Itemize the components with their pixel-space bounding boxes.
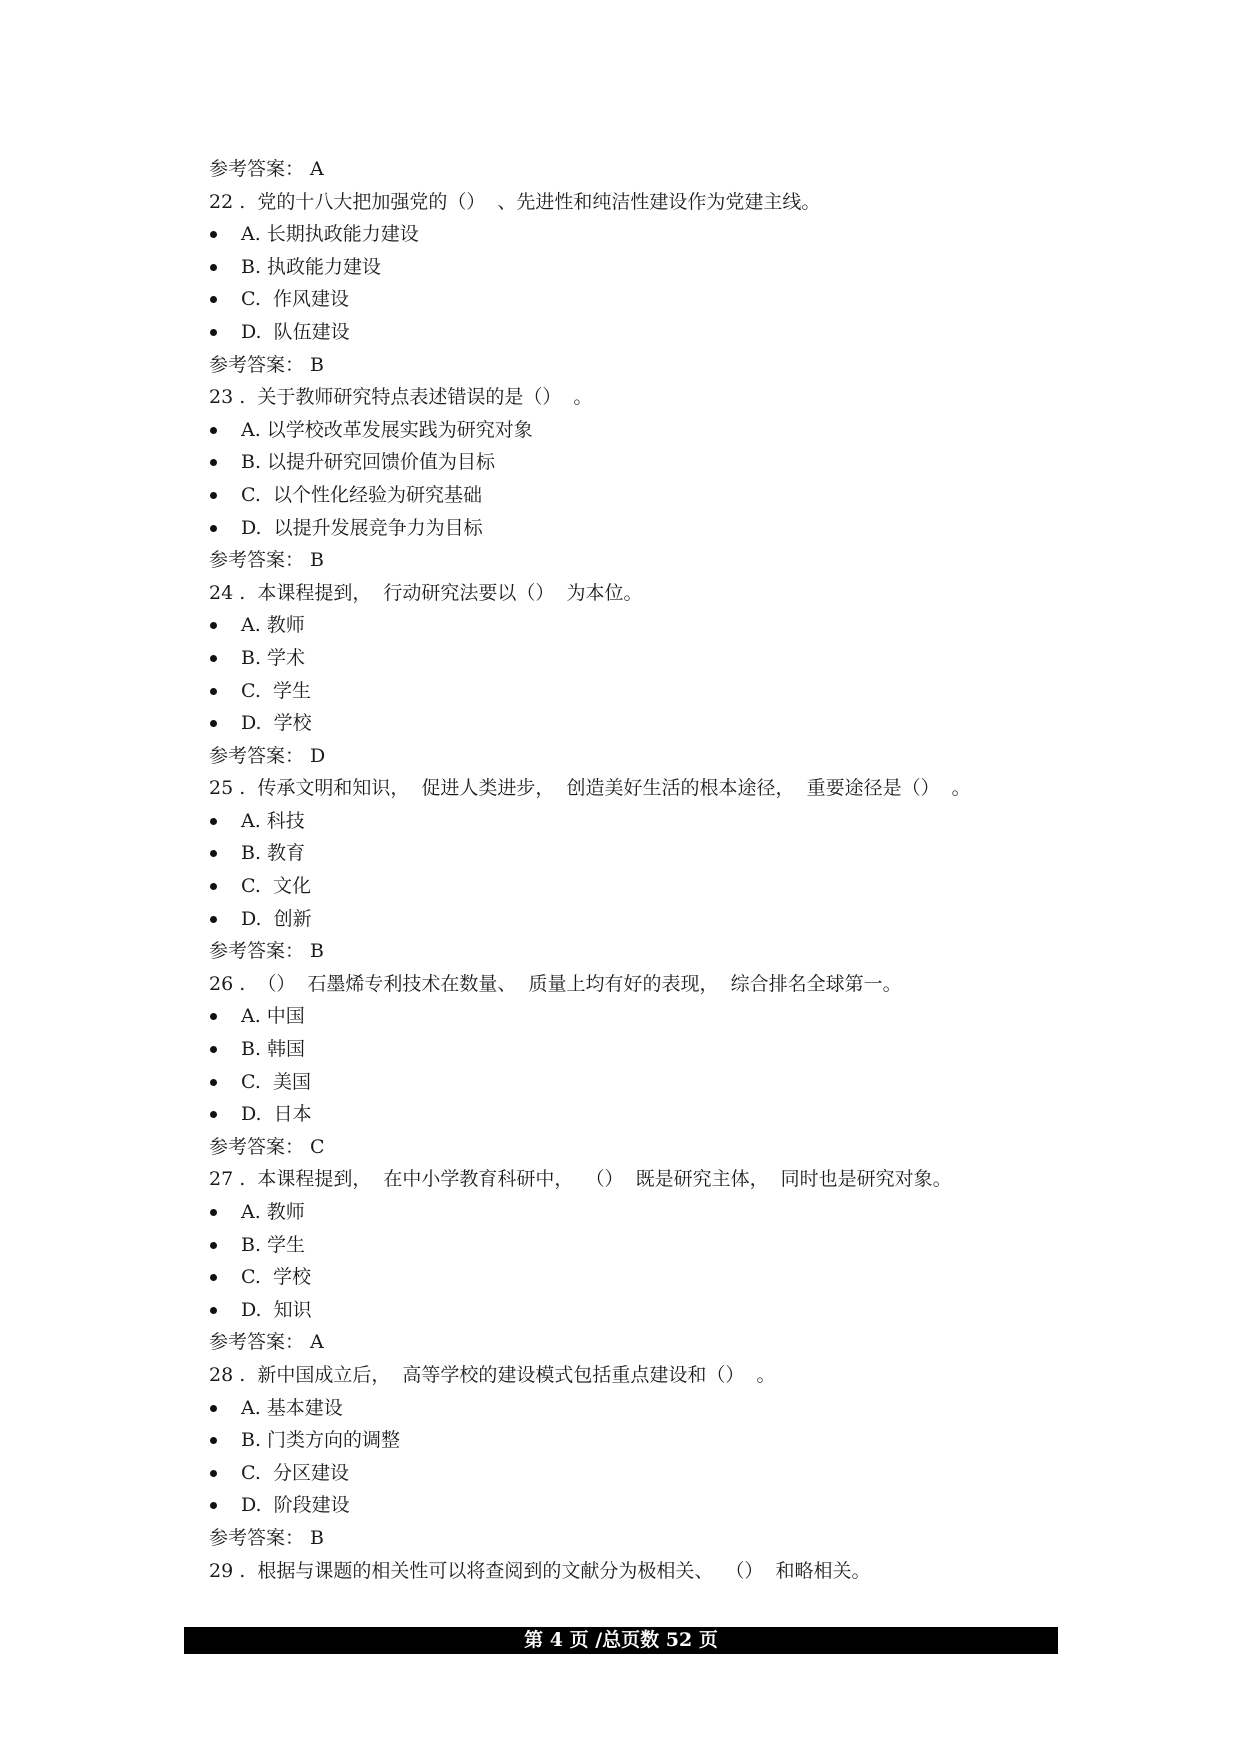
bullet-icon	[210, 1111, 217, 1118]
option-text: D. 队伍建设	[241, 320, 350, 343]
answer-line	[209, 1522, 1069, 1555]
bullet-icon	[210, 525, 217, 532]
answer-line	[209, 544, 1069, 577]
option-text: C. 学校	[241, 1266, 311, 1289]
option-item	[209, 414, 1069, 447]
answer-text: 参考答案： A	[209, 158, 324, 180]
bullet-icon	[210, 655, 217, 662]
answer-line	[209, 153, 1069, 186]
question-line	[209, 968, 1069, 1001]
answer-text: 参考答案： A	[209, 1331, 324, 1354]
question-line	[209, 186, 1069, 219]
bullet-icon	[210, 622, 217, 629]
option-text: C. 作风建设	[241, 288, 349, 311]
answer-line	[209, 349, 1069, 382]
option-text: D. 创新	[241, 907, 312, 930]
option-text: A. 教师	[241, 614, 305, 637]
bullet-icon	[210, 1242, 217, 1249]
option-text: C. 文化	[241, 875, 311, 898]
option-text: D. 日本	[241, 1103, 312, 1126]
option-text: B. 门类方向的调整	[241, 1429, 401, 1452]
option-item	[209, 903, 1069, 936]
option-text: D. 阶段建设	[241, 1494, 350, 1517]
question-text: 25 . 传承文明和知识， 促进人类进步， 创造美好生活的根本途径， 重要途径是（） 。	[209, 777, 971, 800]
option-text: D. 学校	[241, 712, 312, 735]
bullet-icon	[210, 1307, 217, 1314]
bullet-icon	[210, 1079, 217, 1086]
option-text: A. 长期执政能力建设	[241, 223, 419, 246]
option-text: A. 科技	[241, 809, 305, 832]
option-item	[209, 805, 1069, 838]
question-text: 27 . 本课程提到， 在中小学教育科研中， （） 既是研究主体， 同时也是研究对象。	[209, 1168, 952, 1191]
page-footer	[184, 1627, 1058, 1654]
question-text: 29 . 根据与课题的相关性可以将查阅到的文献分为极相关、 （） 和略相关。	[209, 1559, 871, 1582]
option-text: A. 以学校改革发展实践为研究对象	[241, 418, 533, 441]
answer-line	[209, 1131, 1069, 1164]
option-text: B. 学术	[241, 646, 306, 669]
option-text: A. 基本建设	[241, 1396, 343, 1419]
option-item	[209, 1098, 1069, 1131]
option-item	[209, 1489, 1069, 1522]
option-item	[209, 1424, 1069, 1457]
bullet-icon	[210, 1437, 217, 1444]
bullet-icon	[210, 1274, 217, 1281]
answer-text: 参考答案： B	[209, 353, 325, 376]
option-text: B. 教育	[241, 842, 306, 865]
question-text: 28 . 新中国成立后， 高等学校的建设模式包括重点建设和（） 。	[209, 1363, 776, 1386]
option-text: D. 以提升发展竞争力为目标	[241, 516, 483, 539]
option-item	[209, 675, 1069, 708]
option-item	[209, 837, 1069, 870]
option-item	[209, 316, 1069, 349]
bullet-icon	[210, 850, 217, 857]
option-text: B. 以提升研究回馈价值为目标	[241, 451, 496, 474]
option-item	[209, 870, 1069, 903]
answer-text: 参考答案： D	[209, 744, 326, 767]
answer-line	[209, 1326, 1069, 1359]
option-text: B. 执政能力建设	[241, 255, 382, 278]
bullet-icon	[210, 720, 217, 727]
option-item	[209, 512, 1069, 545]
answer-line	[209, 935, 1069, 968]
option-item	[209, 283, 1069, 316]
question-text: 26 . （） 石墨烯专利技术在数量、 质量上均有好的表现， 综合排名全球第一。	[209, 972, 902, 995]
bullet-icon	[210, 883, 217, 890]
answer-text: 参考答案： B	[209, 549, 325, 572]
option-text: A. 中国	[241, 1005, 305, 1028]
option-item	[209, 218, 1069, 251]
question-line	[209, 1555, 1069, 1588]
option-item	[209, 609, 1069, 642]
question-line	[209, 577, 1069, 610]
option-item	[209, 1229, 1069, 1262]
bullet-icon	[210, 231, 217, 238]
option-item	[209, 479, 1069, 512]
answer-text: 参考答案： B	[209, 1526, 325, 1549]
bullet-icon	[210, 1470, 217, 1477]
answer-line	[209, 740, 1069, 773]
option-text: B. 学生	[241, 1233, 306, 1256]
option-text: C. 分区建设	[241, 1461, 349, 1484]
question-line	[209, 772, 1069, 805]
option-item	[209, 1457, 1069, 1490]
option-item	[209, 1000, 1069, 1033]
bullet-icon	[210, 459, 217, 466]
bullet-icon	[210, 329, 217, 336]
bullet-icon	[210, 1013, 217, 1020]
bullet-icon	[210, 296, 217, 303]
option-item	[209, 1294, 1069, 1327]
bullet-icon	[210, 1046, 217, 1053]
question-line	[209, 1359, 1069, 1392]
bullet-icon	[210, 818, 217, 825]
page-number-label: 第 4 页 /总页数 52 页	[524, 1629, 718, 1651]
question-line	[209, 381, 1069, 414]
option-text: D. 知识	[241, 1298, 312, 1321]
option-text: C. 美国	[241, 1070, 311, 1093]
option-item	[209, 1033, 1069, 1066]
bullet-icon	[210, 427, 217, 434]
option-item	[209, 1261, 1069, 1294]
bullet-icon	[210, 688, 217, 695]
answer-text: 参考答案： C	[209, 1135, 325, 1158]
option-item	[209, 251, 1069, 284]
bullet-icon	[210, 916, 217, 923]
option-text: B. 韩国	[241, 1038, 306, 1061]
question-text: 24 . 本课程提到， 行动研究法要以（） 为本位。	[209, 581, 643, 604]
answer-text: 参考答案： B	[209, 940, 325, 963]
bullet-icon	[210, 264, 217, 271]
option-item	[209, 1196, 1069, 1229]
bullet-icon	[210, 1502, 217, 1509]
bullet-icon	[210, 1209, 217, 1216]
option-item	[209, 1066, 1069, 1099]
question-text: 22 . 党的十八大把加强党的（） 、先进性和纯洁性建设作为党建主线。	[209, 190, 821, 213]
question-line	[209, 1163, 1069, 1196]
option-text: A. 教师	[241, 1201, 305, 1223]
option-text: C. 以个性化经验为研究基础	[241, 483, 482, 506]
option-item	[209, 642, 1069, 675]
bullet-icon	[210, 492, 217, 499]
document-body	[209, 153, 1069, 1587]
option-item	[209, 1392, 1069, 1425]
question-text: 23 . 关于教师研究特点表述错误的是（） 。	[209, 386, 593, 409]
option-text: C. 学生	[241, 679, 311, 702]
option-item	[209, 707, 1069, 740]
option-item	[209, 446, 1069, 479]
bullet-icon	[210, 1405, 217, 1412]
